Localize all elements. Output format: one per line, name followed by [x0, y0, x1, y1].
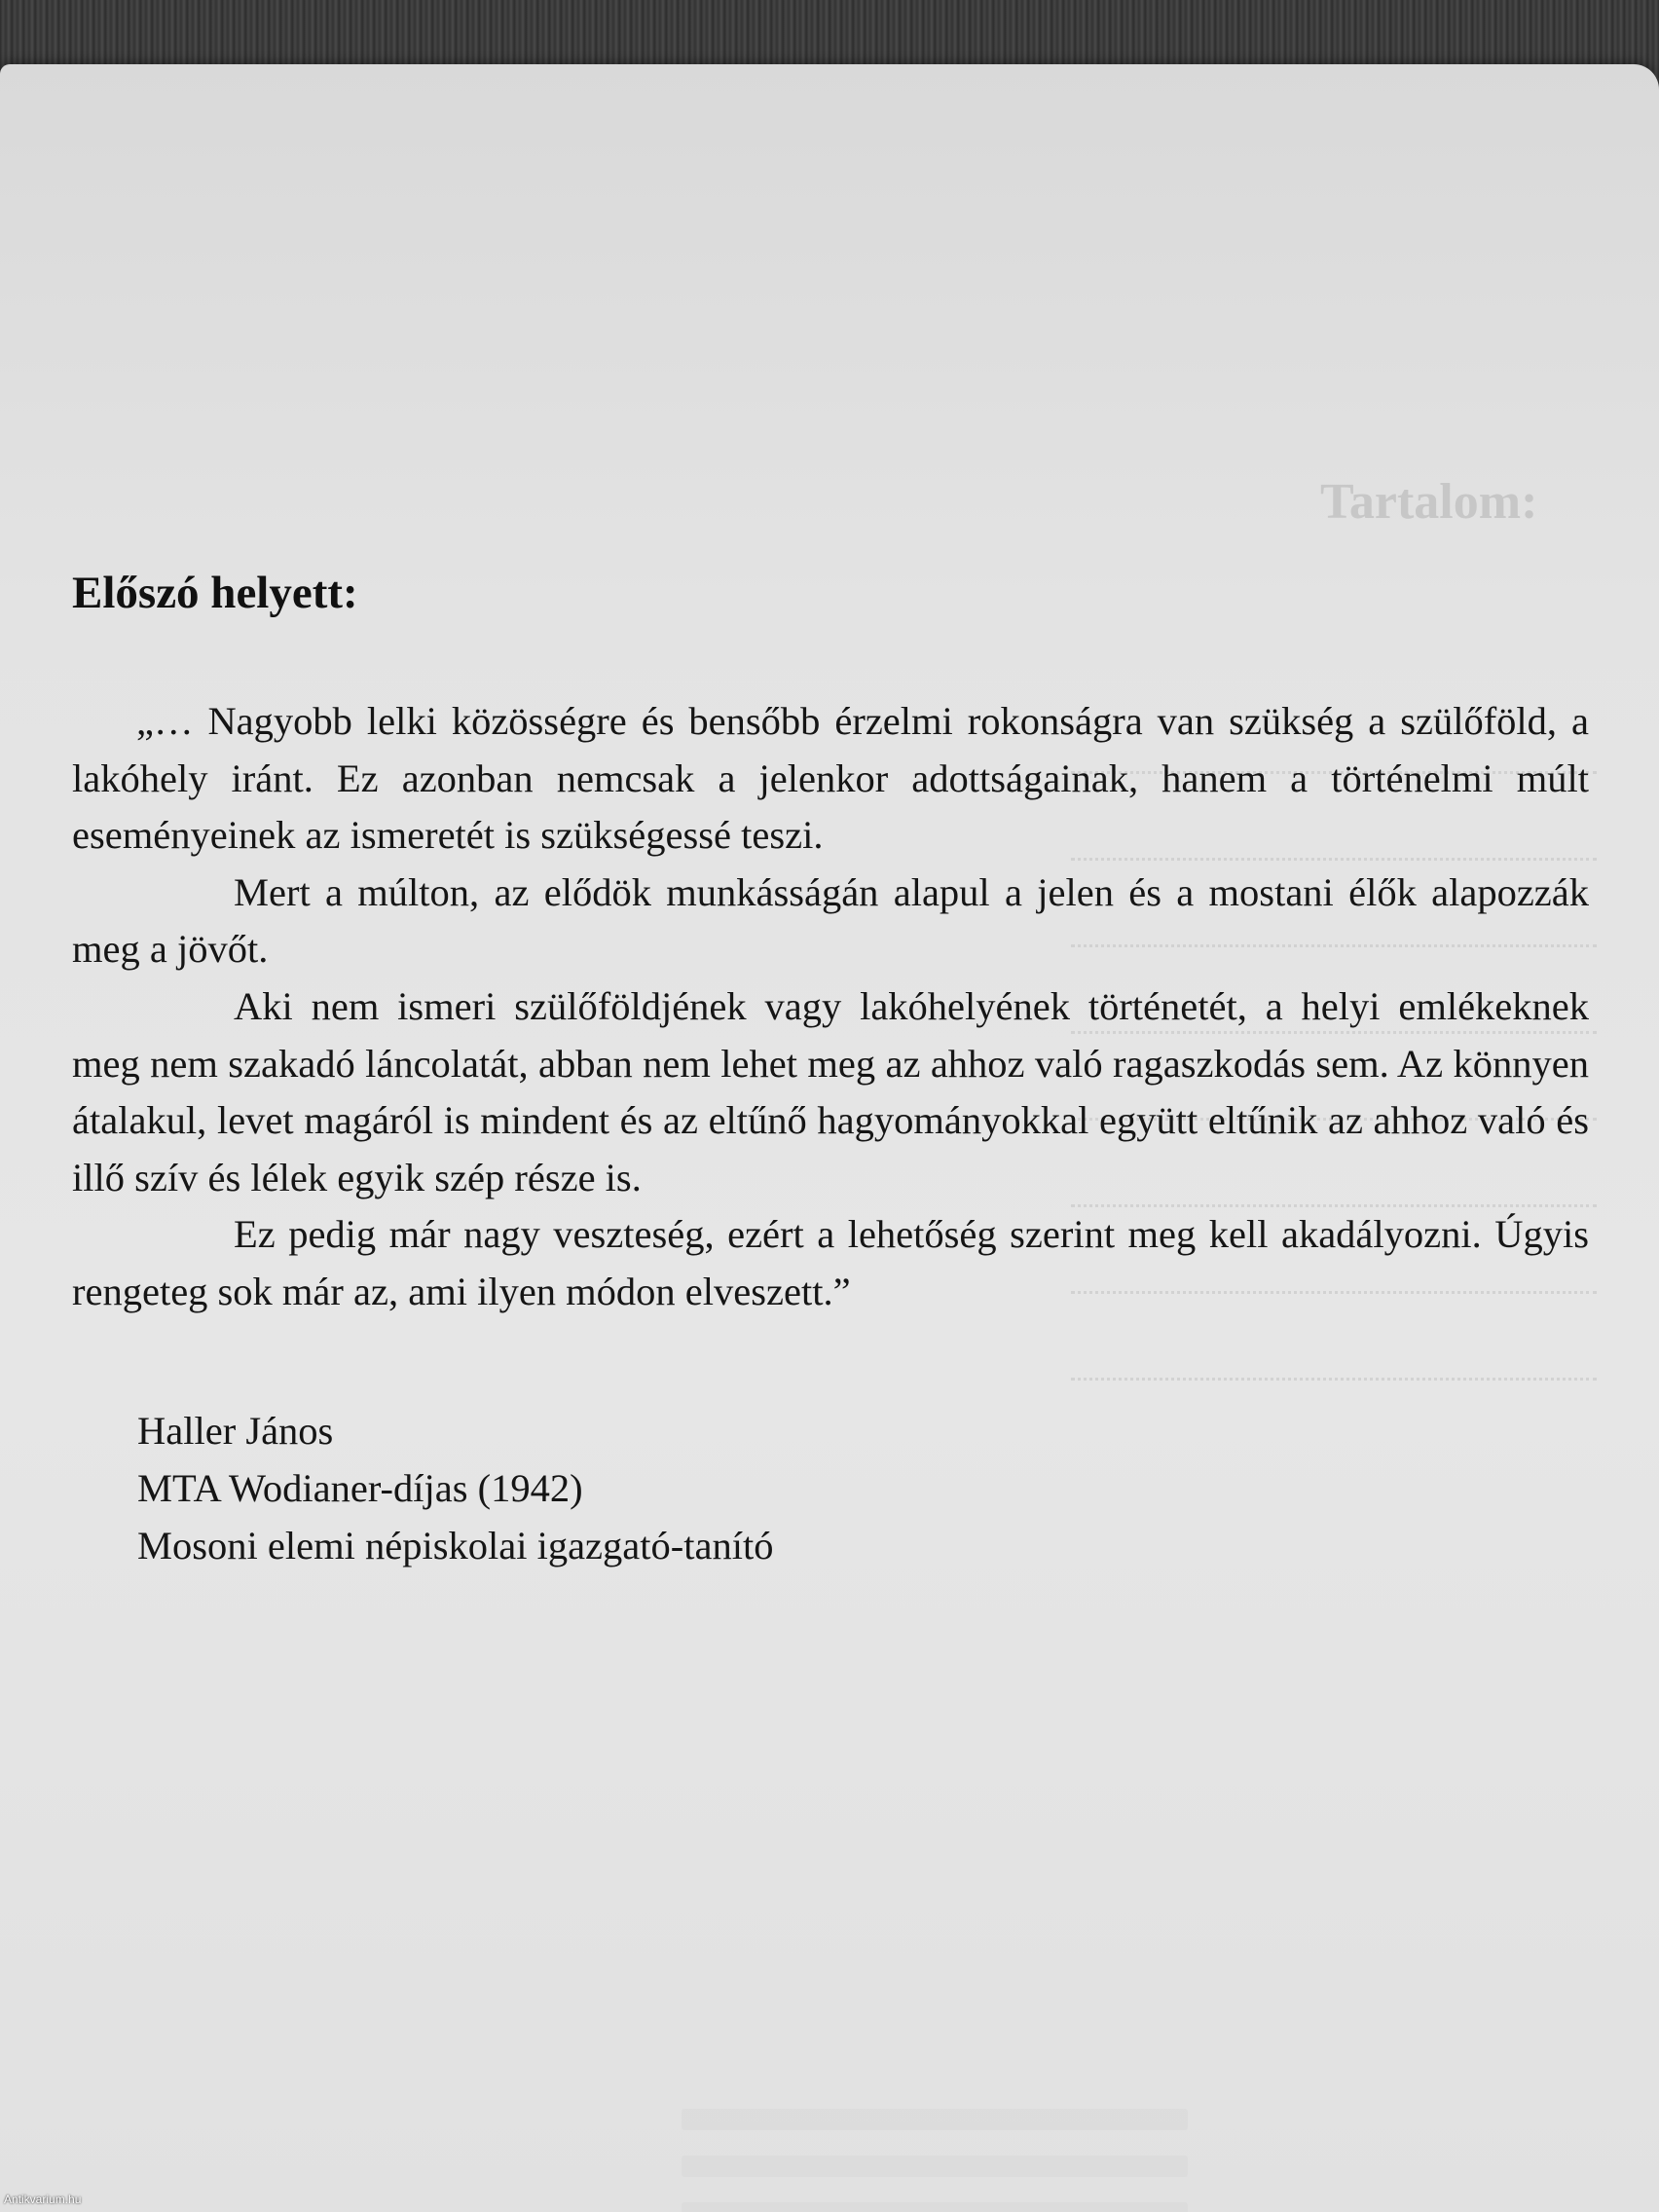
show-through-imprint [682, 2109, 1188, 2212]
preface-paragraph: Ez pedig már nagy veszteség, ezért a lehetőség szerint meg kell akadályozni. Úgyis rengeteg sok már az, ami ilyen módon elveszett.” [72, 1212, 1589, 1313]
preface-paragraph: Aki nem ismeri szülőföldjének vagy lakóhelyének történetét, a helyi emlékeknek meg nem szakadó láncolatát, abban nem lehet meg az ahhoz való ragaszkodás sem. Az könnyen átalakul, levet magáról is mindent és az eltűnő hagyományokkal együtt eltűnik az ahhoz való és illő szív és lélek egyik szép része is. [72, 983, 1589, 1199]
signature-block [137, 1402, 773, 1574]
author-award: MTA Wodianer-díjas (1942) [137, 1466, 583, 1510]
author-role: Mosoni elemi népiskolai igazgató-tanító [137, 1524, 774, 1567]
watermark-text: Antikvarium.hu [4, 2193, 82, 2206]
preface-paragraph: Mert a múlton, az elődök munkásságán alapul a jelen és a mostani élők alapozzák meg a jövőt. [72, 869, 1589, 972]
preface-paragraph: „… Nagyobb lelki közösségre és bensőbb érzelmi rokonságra van szükség a szülőföld, a lakóhely iránt. Ez azonban nemcsak a jelenkor adottságainak, hanem a történelmi múlt eseményeinek az ismeretét is szükségessé teszi. [72, 699, 1589, 858]
show-through-block [682, 2156, 1188, 2177]
show-through-toc-title: Tartalom: [1320, 474, 1538, 530]
preface-heading: Előszó helyett: [72, 568, 358, 618]
show-through-block [682, 2202, 1188, 2212]
author-name: Haller János [137, 1409, 334, 1453]
preface-body [72, 693, 1589, 1321]
show-through-block [682, 2109, 1188, 2130]
